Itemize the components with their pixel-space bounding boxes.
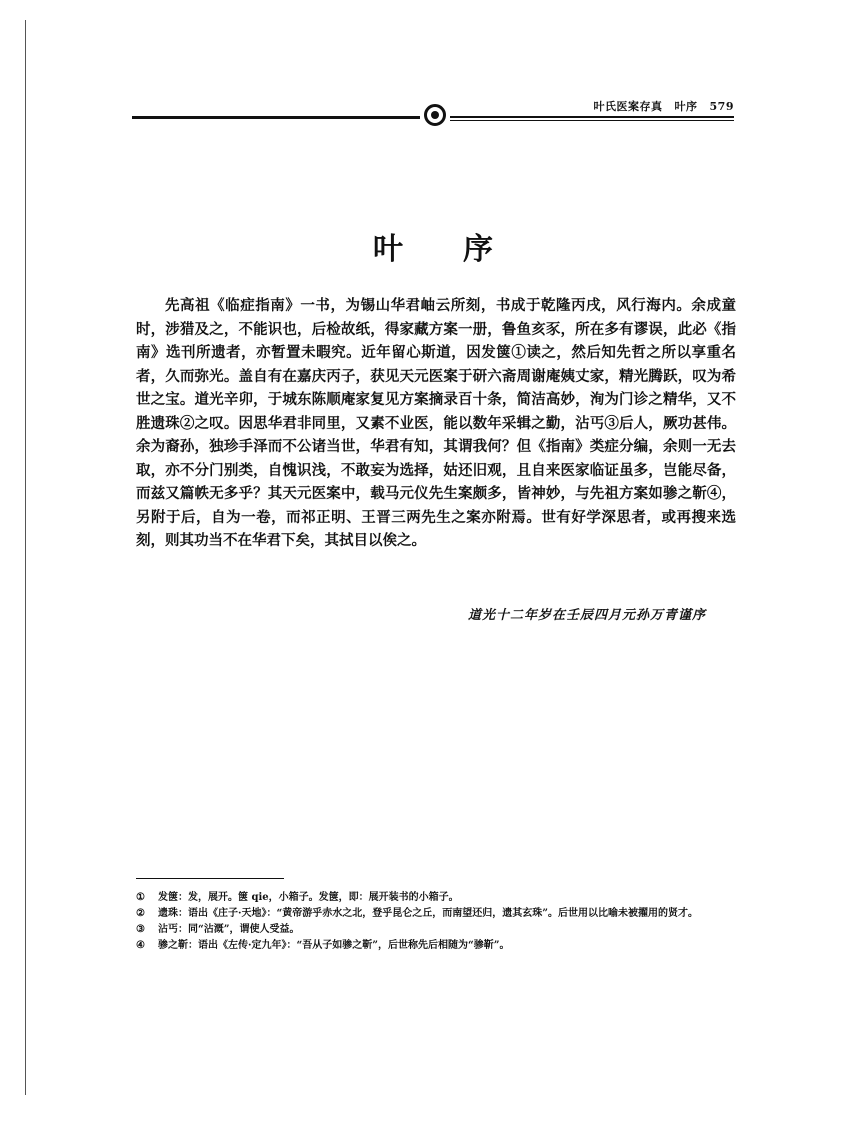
page-number: 579 <box>709 100 734 113</box>
footnote-text: 骖之靳：语出《左传·定九年》：“吾从子如骖之靳”，后世称先后相随为“骖靳”。 <box>158 940 510 951</box>
footnote-text: 遗珠：语出《庄子·天地》：“黄帝游乎赤水之北，登乎昆仑之丘，而南望还归，遗其玄珠”。后世用以比喻未被擢用的贤才。 <box>158 908 698 919</box>
header-rule-right-thin <box>450 120 734 121</box>
header-rule-right <box>450 116 734 118</box>
running-title <box>582 98 734 114</box>
emblem-icon <box>424 104 446 126</box>
footnotes <box>136 890 736 954</box>
book-title: 叶氏医案存真 <box>593 100 663 113</box>
footnote-3 <box>136 922 736 938</box>
section-name: 叶序 <box>674 100 698 113</box>
footnote-rule <box>136 878 284 879</box>
footnote-text: 发箧：发，展开。箧 qie，小箱子。发箧，即：展开装书的小箱子。 <box>158 892 459 903</box>
footnote-mark: ① <box>136 892 145 903</box>
footnote-mark: ② <box>136 908 145 919</box>
footnote-2 <box>136 906 736 922</box>
footnote-mark: ③ <box>136 924 145 935</box>
preface-body: 先高祖《临症指南》一书，为锡山华君岫云所刻，书成于乾隆丙戌，风行海内。余成童时，涉猎及之，不能识也，后检故纸，得家藏方案一册，鲁鱼亥豕，所在多有谬误，此必《指南》选刊所遗者，亦暂置未暇究。近年留心斯道，因发箧①读之，然后知先哲之所以享重名者，久而弥光。盖自有在嘉庆丙子，获见天元医案于研六斋周谢庵姨丈家，精光腾跃，叹为希世之宝。道光辛卯，于城东陈顺庵家复见方案摘录百十条，简洁高妙，洵为门诊之精华，又不胜遗珠②之叹。因思华君非同里，又素不业医，能以数年采辑之勤，沾丐③后人，厥功甚伟。余为裔孙，独珍手泽而不公诸当世，华君有知，其谓我何？但《指南》类症分编，余则一无去取，亦不分门别类，自愧识浅，不敢妄为选择，姑还旧观，且自来医家临证虽多，岂能尽备，而兹又篇帙无多乎？其天元医案中，载马元仪先生案颇多，皆神妙，与先祖方案如骖之靳④，另附于后，自为一卷，而祁正明、王晋三两先生之案亦附焉。世有好学深思者，或再搜来选刻，则其功当不在华君下矣，其拭目以俟之。 <box>136 297 736 549</box>
header-rule-left <box>132 116 420 119</box>
footnote-text: 沾丐：同“沾溉”，谓使人受益。 <box>158 924 300 935</box>
running-header <box>132 96 734 126</box>
footnote-4 <box>136 938 736 954</box>
page-binding-line <box>25 20 26 1095</box>
signature-line: 道光十二年岁在壬辰四月元孙万青谨序 <box>467 608 706 623</box>
footnote-1 <box>136 890 736 906</box>
footnote-mark: ④ <box>136 940 145 951</box>
page-title: 叶序 <box>373 232 553 267</box>
